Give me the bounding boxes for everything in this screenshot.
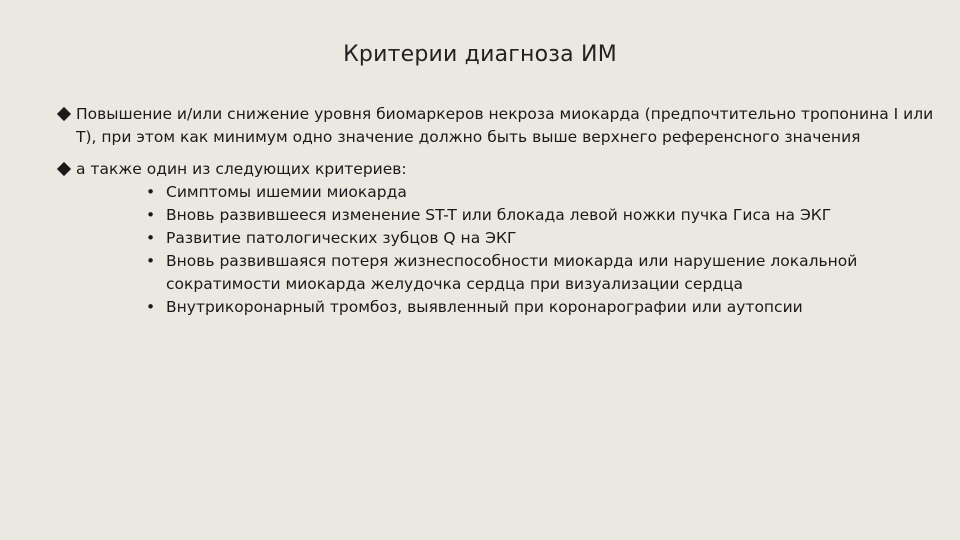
list-item-text: Вновь развившаяся потеря жизнеспособности миокарда или нарушение локальной сократимости миокарда желудочка сердца при визуализации сердца [166,252,858,293]
list-item [146,250,938,296]
sub-criteria-list [76,181,938,319]
diamond-bullet-icon [57,107,71,121]
slide-content [58,103,938,319]
bullet-icon: • [146,252,156,270]
bullet-icon: • [146,229,156,247]
bullet-icon: • [146,206,156,224]
bullet-icon: • [146,298,156,316]
list-item [146,296,938,319]
list-item [146,204,938,227]
list-item [146,181,938,204]
criterion-biomarkers [58,103,938,149]
criterion-text: а также один из следующих критериев: [76,160,407,178]
slide-title: Критерии диагноза ИМ [343,42,617,67]
list-item-text: Развитие патологических зубцов Q на ЭКГ [166,229,517,247]
list-item-text: Вновь развившееся изменение ST-T или блокада левой ножки пучка Гиса на ЭКГ [166,206,832,224]
criterion-text: Повышение и/или снижение уровня биомаркеров некроза миокарда (предпочтительно тропонина I или T), при этом как минимум одно значение должно быть выше верхнего референсного значения [76,105,934,146]
list-item [146,227,938,250]
bullet-icon: • [146,183,156,201]
diamond-bullet-icon [57,162,71,176]
list-item-text: Симптомы ишемии миокарда [166,183,407,201]
list-item-text: Внутрикоронарный тромбоз, выявленный при коронарографии или аутопсии [166,298,803,316]
criterion-additional [58,158,938,319]
